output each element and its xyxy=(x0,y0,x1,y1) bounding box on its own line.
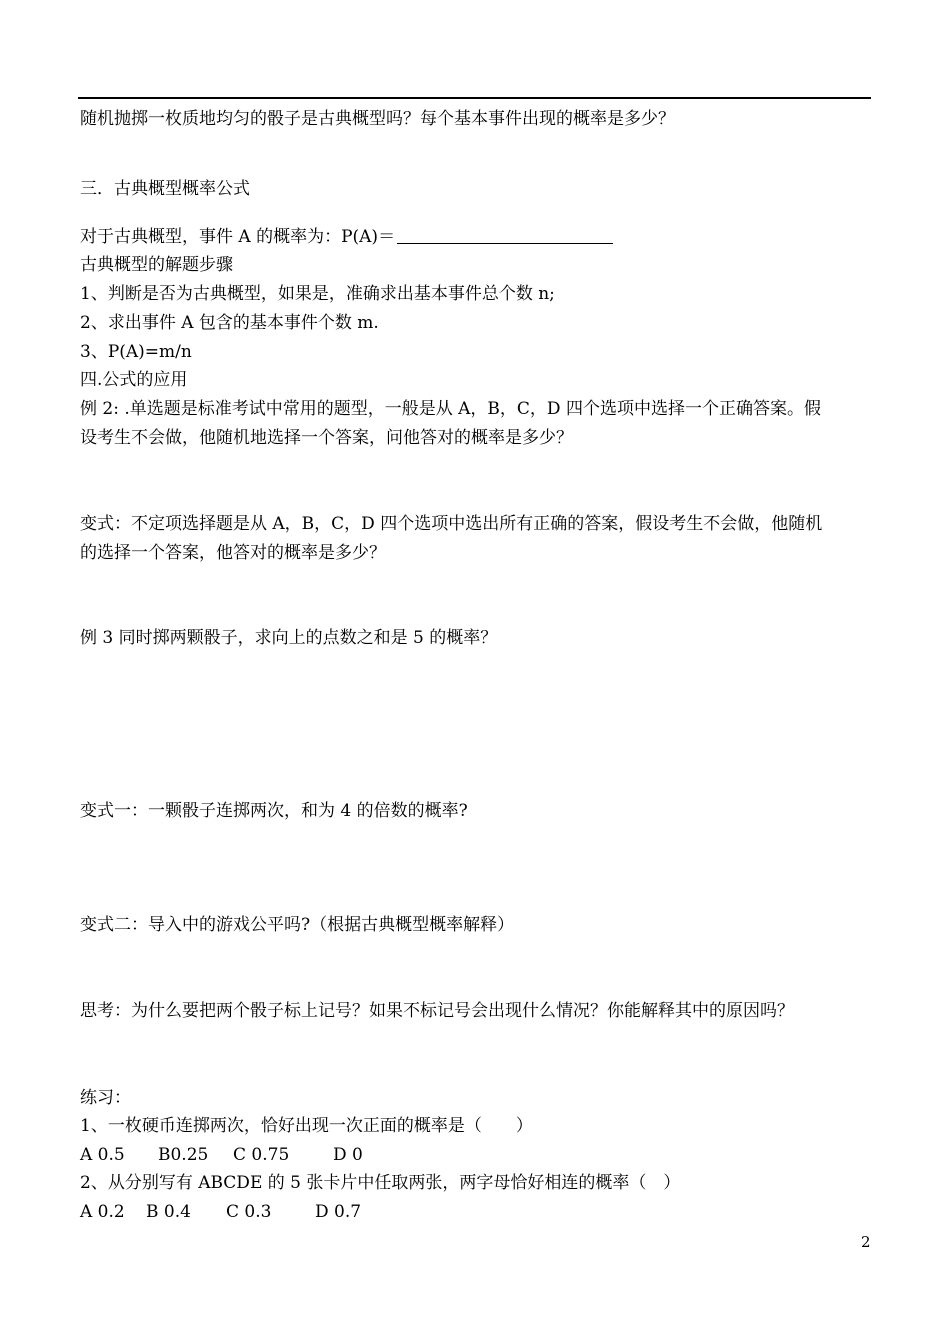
formula-line xyxy=(80,225,613,248)
question-dice: 随机抛掷一枚质地均匀的骰子是古典概型吗？每个基本事件出现的概率是多少？ xyxy=(80,109,675,129)
page-number: 2 xyxy=(861,1233,871,1251)
practice-2-options xyxy=(80,1201,361,1223)
option: D 0.7 xyxy=(315,1202,362,1222)
step-2: 2、求出事件 A 包含的基本事件个数 m. xyxy=(80,313,379,333)
option: D 0 xyxy=(333,1145,363,1165)
option: B0.25 xyxy=(158,1145,209,1165)
step-1: 1、判断是否为古典概型，如果是，准确求出基本事件总个数 n; xyxy=(80,284,555,304)
answer-blank xyxy=(397,225,613,244)
section-3-title: 三．古典概型概率公式 xyxy=(80,179,250,199)
variant-line-1: 变式：不定项选择题是从 A，B，C，D 四个选项中选出所有正确的答案，假设考生不会做，他随机 xyxy=(80,514,823,534)
header-rule xyxy=(78,97,871,99)
example-3: 例 3 同时掷两颗骰子，求向上的点数之和是 5 的概率？ xyxy=(80,628,498,648)
option: A 0.2 xyxy=(80,1202,125,1222)
option: C 0.75 xyxy=(233,1145,290,1165)
option: B 0.4 xyxy=(146,1202,191,1222)
variant-1: 变式一：一颗骰子连掷两次，和为 4 的倍数的概率? xyxy=(80,801,468,821)
step-3: 3、P(A)=m/n xyxy=(80,342,192,362)
example-2-line-2: 设考生不会做，他随机地选择一个答案，问他答对的概率是多少？ xyxy=(80,428,573,448)
option: C 0.3 xyxy=(226,1202,272,1222)
variant-2: 变式二：导入中的游戏公平吗?（根据古典概型概率解释） xyxy=(80,915,515,935)
variant-line-2: 的选择一个答案，他答对的概率是多少？ xyxy=(80,543,386,563)
example-2-line-1: 例 2: .单选题是标准考试中常用的题型，一般是从 A，B，C，D 四个选项中选择一个正确答案。假 xyxy=(80,399,821,419)
steps-title: 古典概型的解题步骤 xyxy=(80,255,233,275)
practice-2: 2、从分别写有 ABCDE 的 5 张卡片中任取两张，两字母恰好相连的概率（ ） xyxy=(80,1173,681,1193)
practice-title: 练习： xyxy=(80,1088,131,1108)
practice-1: 1、一枚硬币连掷两次，恰好出现一次正面的概率是（ ） xyxy=(80,1116,533,1136)
option: A 0.5 xyxy=(80,1145,125,1165)
section-4-title: 四.公式的应用 xyxy=(80,370,188,390)
formula-prefix: 对于古典概型，事件 A 的概率为：P(A)＝ xyxy=(80,227,396,247)
think-question: 思考：为什么要把两个骰子标上记号？如果不标记号会出现什么情况？你能解释其中的原因吗？ xyxy=(80,1001,794,1021)
practice-1-options xyxy=(80,1144,363,1166)
